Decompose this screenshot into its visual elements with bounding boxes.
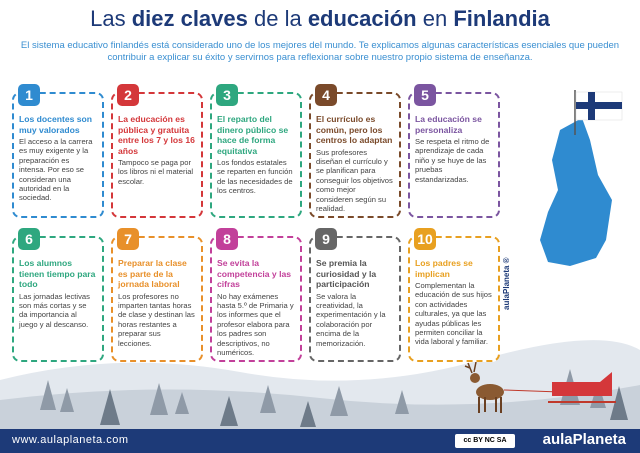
- card-body: Sus profesores diseñan el currículo y se planifican para conseguir los objetivos como mejor consideren según su realidad.: [316, 147, 393, 213]
- card-number: 3: [216, 84, 238, 106]
- card-title: La educación es pública y gratuita entre los 7 y los 16 años: [118, 114, 195, 156]
- card-body: El acceso a la carrera es muy exigente y la preparación es intensa. Por eso se consideran una autoridad en la sociedad.: [19, 137, 93, 203]
- key-card-5: [408, 87, 500, 218]
- card-number: 1: [18, 84, 40, 106]
- card-title: El reparto del dinero público se hace de forma equitativa: [217, 114, 289, 156]
- side-brand: aulaPlaneta ®: [502, 257, 511, 310]
- card-title: Los alumnos tienen tiempo para todo: [19, 258, 96, 289]
- card-title: La educación se personaliza: [415, 114, 482, 135]
- card-body: No hay exámenes hasta 5.º de Primaria y los informes que el profesor elabora para los padres son descriptivos, no numéricos.: [217, 291, 294, 357]
- card-number: 10: [414, 228, 436, 250]
- key-card-3: [210, 87, 302, 218]
- card-number: 5: [414, 84, 436, 106]
- card-title: Se evita la competencia y las cifras: [217, 258, 292, 289]
- card-number: 2: [117, 84, 139, 106]
- page-title: Las diez claves de la educación en Finlandia: [90, 6, 550, 31]
- finland-map: [540, 118, 612, 266]
- card-body: Se valora la creatividad, la experimentación y la colaboración por encima de la memorización.: [316, 291, 386, 348]
- key-card-2: [111, 87, 203, 218]
- footer-brand-logo: aulaPlaneta: [542, 431, 626, 448]
- card-body: Los fondos estatales se reparten en función de las necesidades de los centros.: [217, 158, 293, 196]
- card-body: Complementan la educación de sus hijos con actividades culturales, ya que las ayudas públicas les permiten conciliar la vida laboral y familiar.: [415, 281, 492, 347]
- page-subtitle: El sistema educativo finlandés está considerado uno de los mejores del mundo. Te explicamos algunas características esenciales que pueden contribuir a explicar su éxito y servirnos para reflexionar sobre nuestro propio sistema de enseñanza.: [20, 40, 620, 63]
- card-title: Los padres se implican: [415, 258, 473, 279]
- license-badge: cc BY NC SA: [455, 434, 515, 448]
- card-body: Tampoco se paga por los libros ni el material escolar.: [118, 158, 194, 186]
- card-body: Los profesores no imparten tantas horas de clase y destinan las horas restantes a preparar sus lecciones.: [118, 291, 195, 348]
- card-title: Preparar la clase es parte de la jornada laboral: [118, 258, 187, 289]
- card-number: 6: [18, 228, 40, 250]
- card-body: Se respeta el ritmo de aprendizaje de cada niño y se huye de las pruebas estandarizadas.: [415, 137, 490, 184]
- footer-bar: [0, 429, 640, 453]
- key-card-8: [210, 231, 302, 362]
- card-number: 9: [315, 228, 337, 250]
- key-card-1: [12, 87, 104, 218]
- card-number: 7: [117, 228, 139, 250]
- key-card-10: [408, 231, 500, 362]
- card-title: Se premia la curiosidad y la participación: [316, 258, 377, 289]
- card-title: El currículo es común, pero los centros lo adaptan: [316, 114, 393, 145]
- card-number: 8: [216, 228, 238, 250]
- footer-url-link[interactable]: www.aulaplaneta.com: [12, 434, 129, 446]
- key-card-6: [12, 231, 104, 362]
- card-title: Los docentes son muy valorados: [19, 114, 93, 135]
- card-number: 4: [315, 84, 337, 106]
- key-card-9: [309, 231, 401, 362]
- card-body: Las jornadas lectivas son más cortas y se da importancia al juego y al descanso.: [19, 291, 90, 329]
- key-card-4: [309, 87, 401, 218]
- key-card-7: [111, 231, 203, 362]
